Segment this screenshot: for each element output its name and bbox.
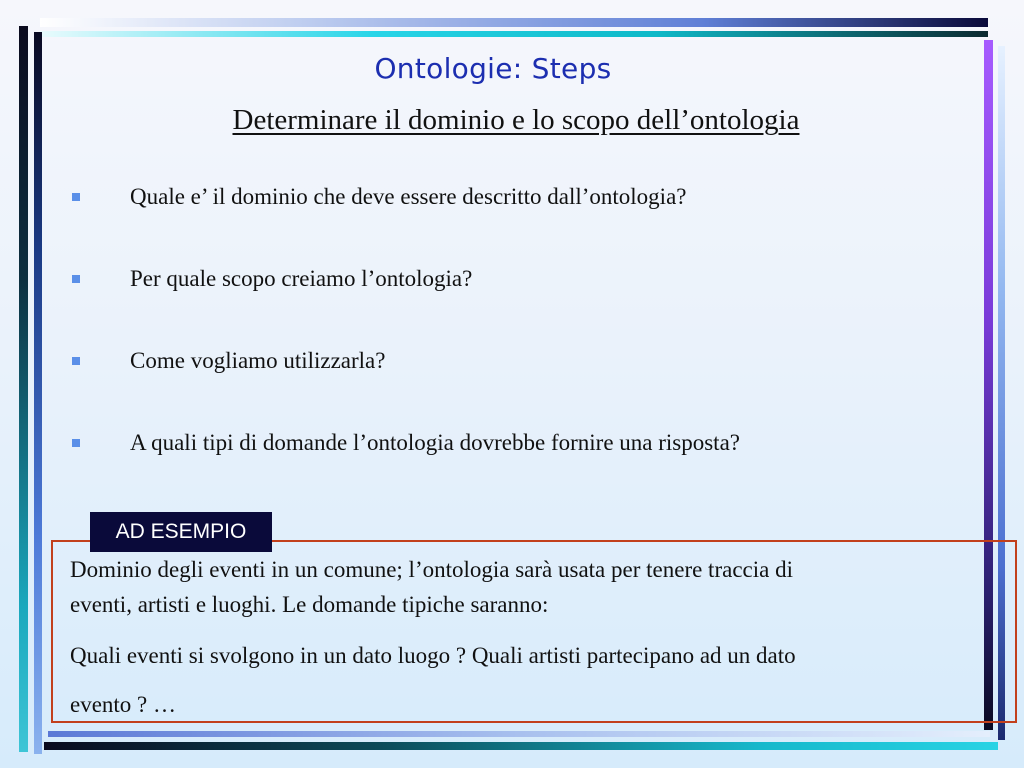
bullet-list bbox=[70, 184, 950, 512]
example-text-line: Dominio degli eventi in un comune; l’ontologia sarà usata per tenere traccia di bbox=[70, 557, 793, 582]
slide-title: Ontologie: Steps bbox=[374, 52, 612, 85]
frame-bottom-accent-bar bbox=[48, 731, 990, 737]
frame-left-accent-bar bbox=[34, 32, 42, 754]
slide-subtitle-text: Determinare il dominio e lo scopo dell’ontologia bbox=[232, 104, 800, 136]
square-bullet-icon bbox=[72, 439, 80, 447]
bullet-item bbox=[70, 266, 950, 348]
example-text-line: eventi, artisti e luoghi. Le domande tipiche saranno: bbox=[70, 592, 549, 617]
frame-bottom-bar bbox=[44, 742, 998, 750]
bullet-text: Per quale scopo creiamo l’ontologia? bbox=[130, 266, 473, 291]
bullet-text: A quali tipi di domande l’ontologia dovrebbe fornire una risposta? bbox=[130, 430, 740, 455]
example-label: AD ESEMPIO bbox=[90, 512, 272, 552]
bullet-item bbox=[70, 430, 950, 512]
slide-subtitle bbox=[0, 104, 1024, 137]
bullet-item bbox=[70, 348, 950, 430]
example-text-line: Quali eventi si svolgono in un dato luogo ? Quali artisti partecipano ad un dato bbox=[70, 643, 796, 668]
frame-top-accent-bar bbox=[40, 31, 988, 37]
bullet-text: Come vogliamo utilizzarla? bbox=[130, 348, 386, 373]
bullet-item bbox=[70, 184, 950, 266]
bullet-text: Quale e’ il dominio che deve essere descritto dall’ontologia? bbox=[130, 184, 687, 209]
frame-top-bar bbox=[40, 18, 988, 27]
square-bullet-icon bbox=[72, 357, 80, 365]
example-text-line: evento ? … bbox=[70, 692, 177, 717]
square-bullet-icon bbox=[72, 275, 80, 283]
square-bullet-icon bbox=[72, 193, 80, 201]
